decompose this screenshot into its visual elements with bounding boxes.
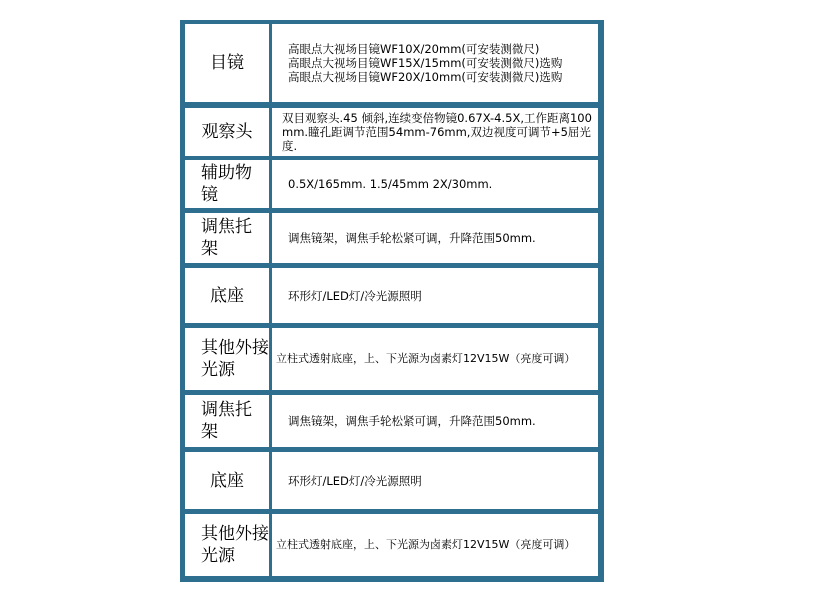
- row-value-line: 高眼点大视场目镜WF20X/10mm(可安装测微尺)选购: [288, 70, 563, 84]
- row-label-cell: [185, 328, 269, 390]
- row-label-cell: [185, 160, 269, 208]
- row-label-cell: [185, 514, 269, 576]
- row-label: 底座: [210, 470, 244, 491]
- table-row: [180, 24, 604, 102]
- row-label-cell: [185, 268, 269, 323]
- row-label-cell: [185, 452, 269, 509]
- row-value-cell: [272, 514, 598, 576]
- row-label-cell: [185, 24, 269, 102]
- row-value-cell: [272, 452, 598, 509]
- row-value: 环形灯/LED灯/冷光源照明: [288, 288, 422, 303]
- row-label: 观察头: [201, 122, 253, 142]
- row-value: 双目观察头.45 倾斜,连续变倍物镜0.67X-4.5X,工作距离100mm.瞳孔距调节范围54mm-76mm,双边视度可调节+5屈光度.: [282, 111, 592, 153]
- table-row: [180, 268, 604, 323]
- row-value-line: 高眼点大视场目镜WF10X/20mm(可安装测微尺): [288, 42, 540, 56]
- row-value-line: 高眼点大视场目镜WF15X/15mm(可安装测微尺)选购: [288, 56, 563, 70]
- row-label-cell: [185, 213, 269, 263]
- row-label: 调焦托架: [201, 400, 252, 442]
- row-label: 底座: [210, 285, 244, 306]
- row-value-cell: [272, 213, 598, 263]
- row-label: 其他外接光源: [201, 338, 269, 380]
- row-value-cell: [272, 395, 598, 447]
- row-label: 调焦托架: [201, 217, 252, 259]
- row-label: 目镜: [210, 53, 244, 73]
- row-value: [272, 42, 566, 84]
- table-row: [180, 108, 604, 156]
- row-label-cell: [185, 395, 269, 447]
- table-row: [180, 213, 604, 263]
- row-value: 调焦镜架，调焦手轮松紧可调，升降范围50mm.: [288, 414, 536, 428]
- row-value-cell: [272, 268, 598, 323]
- row-value: 调焦镜架，调焦手轮松紧可调，升降范围50mm.: [288, 231, 536, 245]
- row-value: 立柱式透射底座，上、下光源为卤素灯12V15W（亮度可调）: [276, 352, 576, 365]
- spec-table: [180, 20, 604, 582]
- row-value-cell: [272, 24, 598, 102]
- row-value: 0.5X/165mm. 1.5/45mm 2X/30mm.: [288, 177, 493, 191]
- table-row: [180, 452, 604, 509]
- row-value-cell: [272, 108, 598, 156]
- row-label: 其他外接光源: [201, 524, 269, 566]
- row-value: 环形灯/LED灯/冷光源照明: [288, 473, 422, 488]
- table-row: [180, 514, 604, 576]
- table-row: [180, 160, 604, 208]
- table-row: [180, 395, 604, 447]
- row-label: 辅助物镜: [201, 163, 252, 205]
- table-row: [180, 328, 604, 390]
- row-value: 立柱式透射底座，上、下光源为卤素灯12V15W（亮度可调）: [276, 538, 576, 551]
- row-value-cell: [272, 160, 598, 208]
- row-label-cell: [185, 108, 269, 156]
- row-value-cell: [272, 328, 598, 390]
